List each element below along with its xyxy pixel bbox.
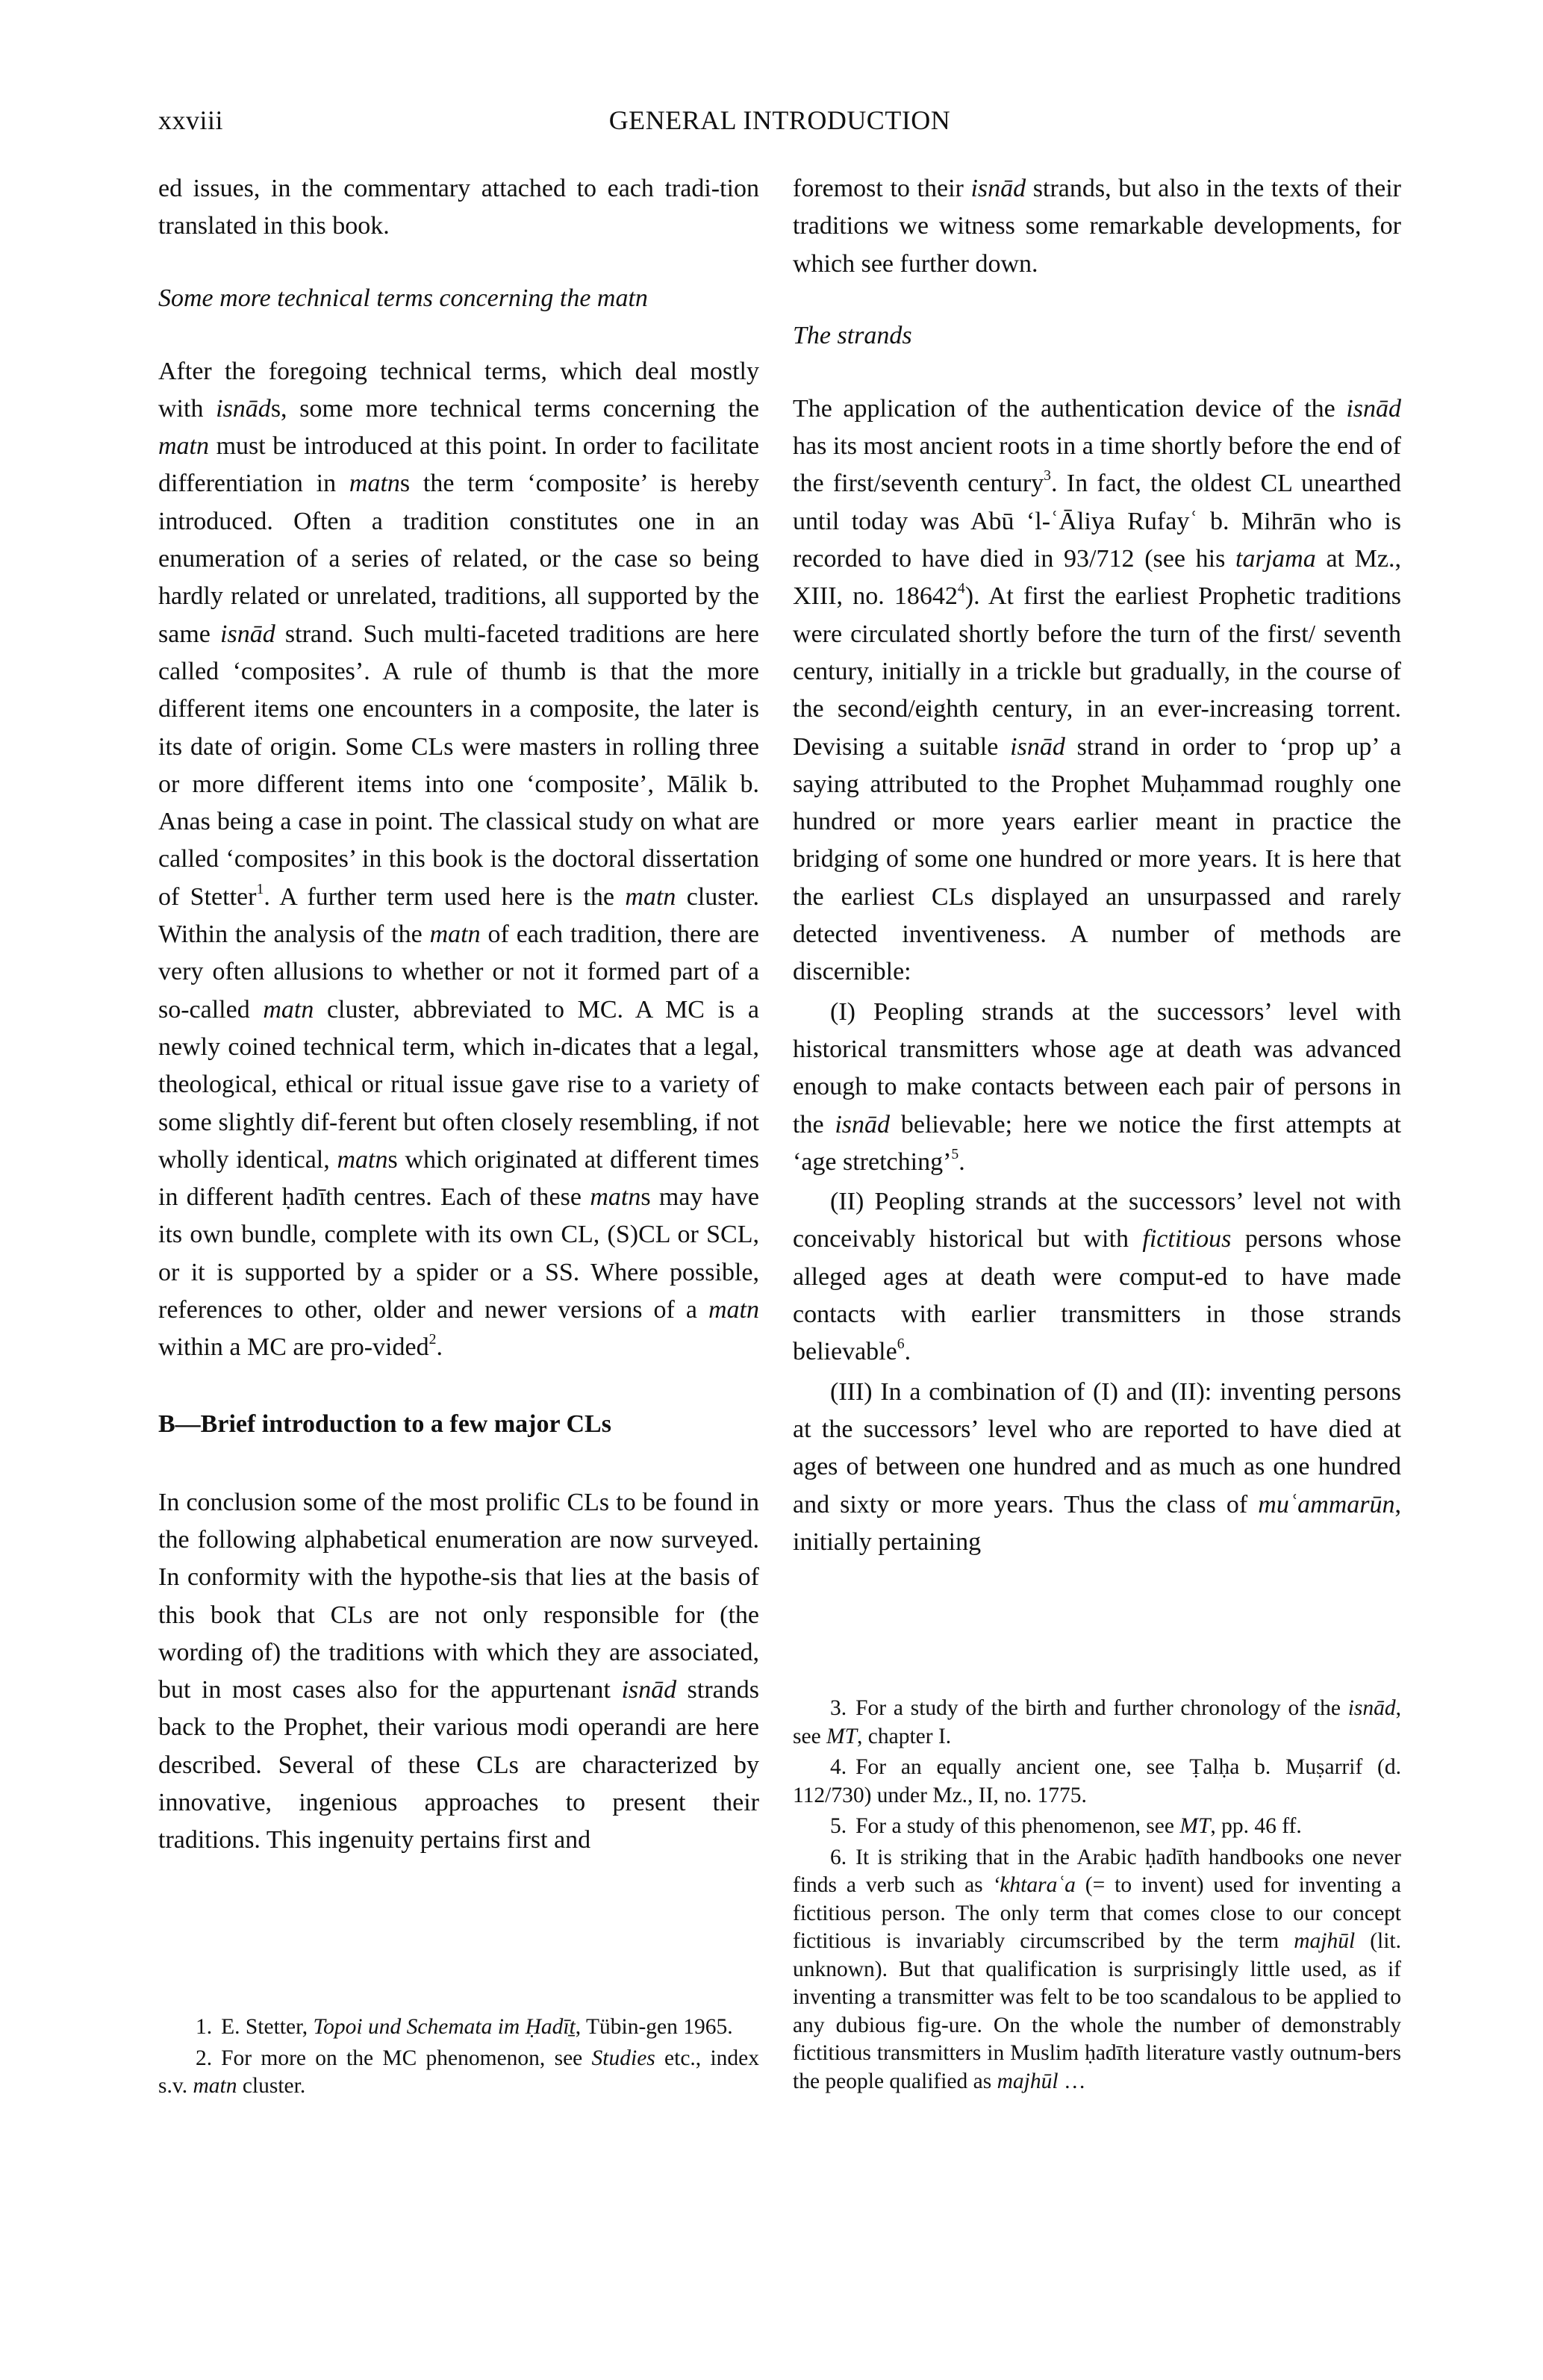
footnote [158, 2045, 759, 2101]
text-run: , initially pertaining [793, 1490, 1401, 1556]
text-run: at Mz., XIII, no. 18642 [793, 545, 1402, 611]
footnote-reference: 4 [957, 580, 965, 597]
footnote-reference: 5 [951, 1146, 959, 1163]
text-run: strand in order to ‘prop up’ a saying attributed to the Prophet Muḥammad roughly one hundred or more years earlier meant in practice the bridging of some one hundred or more years. It is here that the earliest CLs displayed an unsurpassed and rarely detected inventiveness. A number of methods are discernible: [793, 732, 1401, 986]
text-run: It is striking that in the Arabic ḥadīth handbooks one never finds a verb such as [793, 1845, 1401, 1897]
footnote-number: 2. [196, 2046, 213, 2070]
italic-term: isnād [1347, 1696, 1396, 1720]
italic-term: muʿammarūn [1258, 1490, 1395, 1518]
text-run: cluster. [237, 2074, 306, 2098]
text-run: . In fact, the oldest CL unearthed until today was Abū ‘l-ʿĀliya Rufayʿ b. Mihrān who is recorded to have died in 93/712 (see his [793, 470, 1402, 573]
text-run: E. Stetter, [221, 2015, 314, 2039]
footnote [793, 1695, 1401, 1751]
text-run: . [904, 1338, 911, 1366]
italic-term: majhūl [997, 2069, 1059, 2093]
italic-term: majhūl [1294, 1929, 1356, 1953]
footnote [793, 1813, 1401, 1841]
text-run: (I) Peopling strands at the successors’ level with historical transmitters whose age at death was advanced enough to make contacts between each pair of persons in the [793, 997, 1401, 1138]
paragraph-composites [158, 353, 759, 1367]
italic-term: isnād [970, 175, 1026, 202]
text-run: must be introduced at this point. In order to facilitate differentiation in [158, 432, 759, 498]
footnote [158, 2013, 759, 2042]
text-run: (= to invent) used for inventing a fictitious person. The only term that comes close to our concept fictitious is invariably circumscribed by the term [793, 1873, 1401, 1953]
text-run: strands back to the Prophet, their various modi operandi are here described. Several of these CLs are characterized by innovative, ingenious approaches to present their traditions. This ingenuity pertains first and [158, 1676, 759, 1854]
text-run: within a MC are pro-vided [158, 1333, 429, 1362]
italic-term: isnād [216, 394, 271, 423]
footnote-reference: 3 [1044, 467, 1052, 485]
footnote [793, 1844, 1401, 2096]
text-run: . A further term used here is the [264, 882, 626, 911]
italic-term: isnād [1346, 394, 1401, 423]
text-run: etc., index s.v. [158, 2046, 759, 2098]
italic-term: matn [337, 1145, 388, 1174]
text-run: (lit. unknown). But that qualification is surprisingly little used, as if inventing a transmitter was felt to be too scandalous to be applied to any dubious fig-ure. On the whole the number of demonstrably fictitious transmitters in Muslim ḥadīth literature vastly outnum-bers the people qualified as [793, 1929, 1401, 2093]
italic-term: matn [193, 2074, 237, 2098]
text-run: s the term ‘composite’ is hereby introduced. Often a tradition constitutes one in an enumeration of a series of related, or the case so being hardly related or unrelated, traditions, all supported by the same [158, 470, 759, 648]
footnote-reference: 2 [428, 1331, 437, 1348]
text-run: (II) Peopling strands at the successors’ level not with conceivably historical but with [793, 1188, 1401, 1253]
text-run: . [958, 1147, 965, 1176]
method-3-paragraph [793, 1374, 1401, 1561]
footnote-number: 4. [830, 1755, 847, 1779]
text-run: persons whose alleged ages at death were comput-ed to have made contacts with earlier transmitters in those strands believable [793, 1225, 1401, 1366]
text-run: ). At first the earliest Prophetic traditions were circulated shortly before the turn of the first/ seventh century, initially in a trickle but gradually, in the course of the second/eighth century, in an ever-increasing torrent. Devising a suitable [793, 582, 1401, 761]
footnotes-right [793, 1695, 1401, 2099]
text-run: , pp. 46 ff. [1210, 1814, 1302, 1838]
footnotes-left [158, 2013, 759, 2104]
italic-term: matn [625, 882, 676, 911]
text-run: cluster. Within the analysis of the [158, 882, 760, 949]
method-1-paragraph [793, 994, 1401, 1181]
italic-term: tarjama [1235, 545, 1316, 573]
italic-term: ‘khtaraʿa [992, 1873, 1076, 1897]
italic-term: MT [826, 1724, 858, 1748]
footnote-number: 5. [830, 1814, 847, 1838]
text-run: … [1058, 2069, 1086, 2093]
text-run: matn [596, 284, 648, 312]
text-run: For an equally ancient one, see Ṭalḥa b. Muṣarrif (d. 112/730) under Mz., II, no. 1775. [793, 1755, 1401, 1807]
italic-term: Topoi und Schemata im Ḥadīṯ [313, 2015, 576, 2039]
subheading-matn-terms [158, 280, 759, 317]
italic-term: fictitious [1142, 1225, 1232, 1253]
text-run: s may have its own bundle, complete with its own CL, (S)CL or SCL, or it is supported by a spider or a SS. Where possible, references to other, older and newer versions of a [158, 1183, 760, 1324]
text-run: For a study of this phenomenon, see [855, 1814, 1180, 1838]
italic-term: matn [158, 432, 209, 461]
italic-term: isnād [621, 1676, 677, 1704]
italic-term: The strands [793, 321, 912, 349]
italic-term: matn [708, 1296, 759, 1324]
text-run: (III) In a combination of (I) and (II): inventing persons at the successors’ level who are reported to have died at ages of between one hundred and as much as one hundred and sixty or more years. Thus the class of [793, 1377, 1401, 1518]
footnote-reference: 6 [897, 1336, 905, 1353]
text-run: s which originated at different times in different ḥadīth centres. Each of these [158, 1145, 759, 1212]
italic-term: matn [263, 995, 314, 1024]
text-run: , see [793, 1696, 1401, 1748]
paragraph-conclusion [158, 1484, 759, 1860]
text-run: foremost to their [793, 175, 971, 202]
continuation-paragraph [793, 170, 1401, 283]
text-run: The application of the authentication device of the [793, 394, 1347, 423]
running-title: GENERAL INTRODUCTION [608, 105, 951, 135]
italic-term: isnād [220, 620, 275, 648]
text-run: strand. Such multi-faceted traditions are here called ‘composites’. A rule of thumb is that the more different items one encounters in a composite, the later is its date of origin. Some CLs were masters in rolling three or more different items into one ‘composite’, Mālik b. Anas being a case in point. The classical study on what are called ‘composites’ in this book is the doctoral dissertation of Stetter [158, 620, 759, 911]
footnote-number: 6. [830, 1845, 847, 1869]
italic-term: MT [1179, 1814, 1211, 1838]
text-run: believable; here we notice the first attempts at ‘age stretching’ [793, 1110, 1401, 1176]
text-run: For a study of the birth and further chronology of the [855, 1696, 1348, 1720]
footnote-number: 1. [196, 2015, 213, 2039]
right-column [793, 170, 1401, 1561]
footnote-number: 3. [830, 1696, 847, 1720]
method-2-paragraph [793, 1183, 1401, 1371]
italic-term: Studies [591, 2046, 655, 2070]
page-number: xxviii [158, 105, 224, 135]
text-run: , chapter I. [857, 1724, 952, 1748]
text-run: s, some more technical terms concerning the [270, 394, 759, 423]
italic-term: Some more technical terms concerning the [158, 284, 597, 312]
subheading-strands [793, 317, 1401, 355]
section-heading: B—Brief introduction to a few major CLs [158, 1409, 611, 1438]
left-column [158, 170, 759, 1860]
text-run: has its most ancient roots in a time shortly before the end of the first/seventh century [793, 432, 1401, 498]
text-run: ed issues, in the commentary attached to each tradi-tion translated in this book. [158, 175, 759, 240]
text-run: , Tübin-gen 1965. [575, 2015, 733, 2039]
italic-term: matn [349, 470, 400, 498]
text-run: of each tradition, there are very often allusions to whether or not it formed part of a so-called [158, 920, 759, 1024]
italic-term: matn [590, 1183, 641, 1212]
italic-term: isnād [835, 1110, 891, 1138]
page-header [158, 105, 1401, 142]
text-run: cluster, abbreviated to MC. A MC is a newly coined technical term, which in-dicates that a legal, theological, ethical or ritual issue gave rise to a variety of some slightly dif-ferent but often closely resembling, if not wholly identical, [158, 995, 759, 1174]
italic-term: isnād [1010, 732, 1065, 761]
text-run: For more on the MC phenomenon, see [221, 2046, 592, 2070]
text-run: . [436, 1333, 443, 1362]
paragraph-application [793, 390, 1401, 991]
footnote-reference: 1 [256, 880, 264, 897]
text-run: After the foregoing technical terms, which deal mostly with [158, 357, 759, 423]
italic-term: matn [429, 920, 481, 949]
text-run: strands, but also in the texts of their traditions we witness some remarkable developments, for which see further down. [793, 175, 1401, 278]
intro-paragraph [158, 170, 759, 246]
text-run: In conclusion some of the most prolific CLs to be found in the following alphabetical enumeration are now surveyed. In conformity with the hypothe-sis that lies at the basis of this book that CLs are not only responsible for (the wording of) the traditions with which they are associated, but in most cases also for the appurtenant [158, 1488, 759, 1704]
footnote [793, 1754, 1401, 1810]
